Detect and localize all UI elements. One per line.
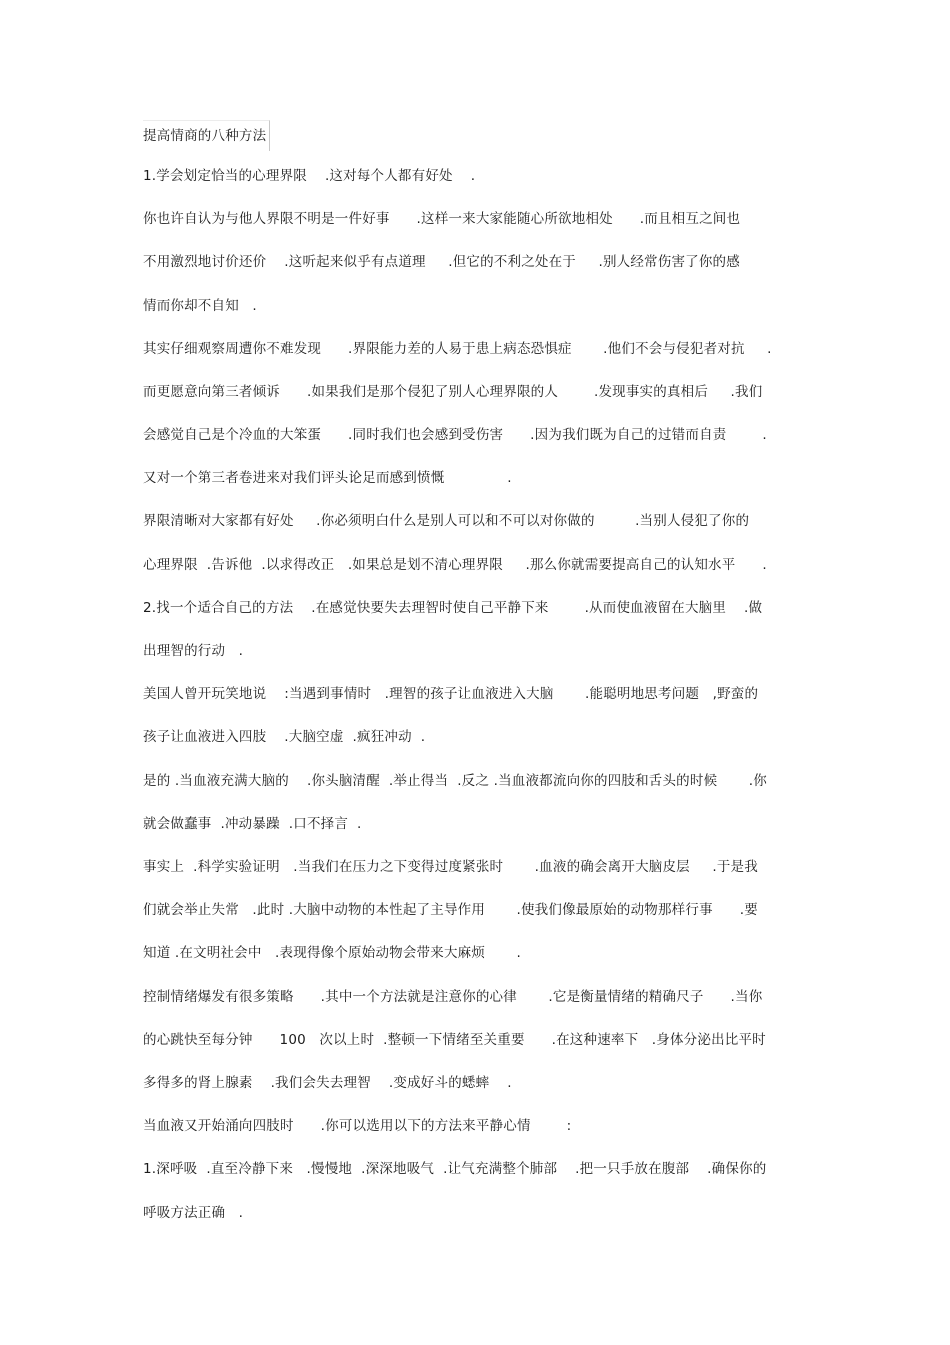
text-line: 会感觉自己是个冷血的大笨蛋 .同时我们也会感到受伤害 .因为我们既为自己的过错而自责 . [143, 427, 767, 443]
text-line: 们就会举止失常 .此时 .大脑中动物的本性起了主导作用 .使我们像最原始的动物那样行事 .要 [143, 902, 758, 918]
text-line: 事实上 .科学实验证明 .当我们在压力之下变得过度紧张时 .血液的确会离开大脑皮层 .于是我 [143, 859, 758, 875]
text-line: 情而你却不自知 . [143, 298, 257, 314]
text-line: 就会做蠢事 .冲动暴躁 .口不择言 . [143, 816, 362, 832]
text-line: 知道 .在文明社会中 .表现得像个原始动物会带来大麻烦 . [143, 945, 521, 961]
text-line: 当血液又开始涌向四肢时 .你可以选用以下的方法来平静心情 : [143, 1118, 572, 1134]
text-line: 其实仔细观察周遭你不难发现 .界限能力差的人易于患上病态恐惧症 .他们不会与侵犯者对抗 . [143, 341, 772, 357]
text-line: 1.深呼吸 .直至冷静下来 .慢慢地 .深深地吸气 .让气充满整个肺部 .把一只手放在腹部 .确保你的 [143, 1161, 767, 1177]
text-line: 多得多的肾上腺素 .我们会失去理智 .变成好斗的蟋蟀 . [143, 1075, 512, 1091]
text-line: 控制情绪爆发有很多策略 .其中一个方法就是注意你的心律 .它是衡量情绪的精确尺子 .当你 [143, 989, 763, 1005]
text-line: 又对一个第三者卷进来对我们评头论足而感到愤慨 . [143, 470, 512, 486]
text-line: 美国人曾开玩笑地说 :当遇到事情时 .理智的孩子让血液进入大脑 .能聪明地思考问题 ,野蛮的 [143, 686, 759, 702]
text-line: 的心跳快至每分钟 100 次以上时 .整顿一下情绪至关重要 .在这种速率下 .身体分泌出比平时 [143, 1032, 766, 1048]
text-line: 1.学会划定恰当的心理界限 .这对每个人都有好处 . [143, 168, 476, 184]
text-line: 而更愿意向第三者倾诉 .如果我们是那个侵犯了别人心理界限的人 .发现事实的真相后 .我们 [143, 384, 763, 400]
text-line: 呼吸方法正确 . [143, 1205, 244, 1221]
text-line: 是的 .当血液充满大脑的 .你头脑清醒 .举止得当 .反之 .当血液都流向你的四肢和舌头的时候 .你 [143, 773, 767, 789]
text-line: 你也许自认为与他人界限不明是一件好事 .这样一来大家能随心所欲地相处 .而且相互之间也 [143, 211, 741, 227]
text-line: 不用激烈地讨价还价 .这听起来似乎有点道理 .但它的不利之处在于 .别人经常伤害了你的感 [143, 254, 740, 270]
text-line: 出理智的行动 . [143, 643, 244, 659]
text-line: 心理界限 .告诉他 .以求得改正 .如果总是划不清心理界限 .那么你就需要提高自己的认知水平 . [143, 557, 767, 573]
document-title: 提高情商的八种方法 [143, 120, 270, 151]
text-line: 孩子让血液进入四肢 .大脑空虚 .疯狂冲动 . [143, 729, 426, 745]
text-line: 界限清晰对大家都有好处 .你必须明白什么是别人可以和不可以对你做的 .当别人侵犯了你的 [143, 513, 750, 529]
text-line: 2.找一个适合自己的方法 .在感觉快要失去理智时使自己平静下来 .从而使血液留在大脑里 .做 [143, 600, 763, 616]
